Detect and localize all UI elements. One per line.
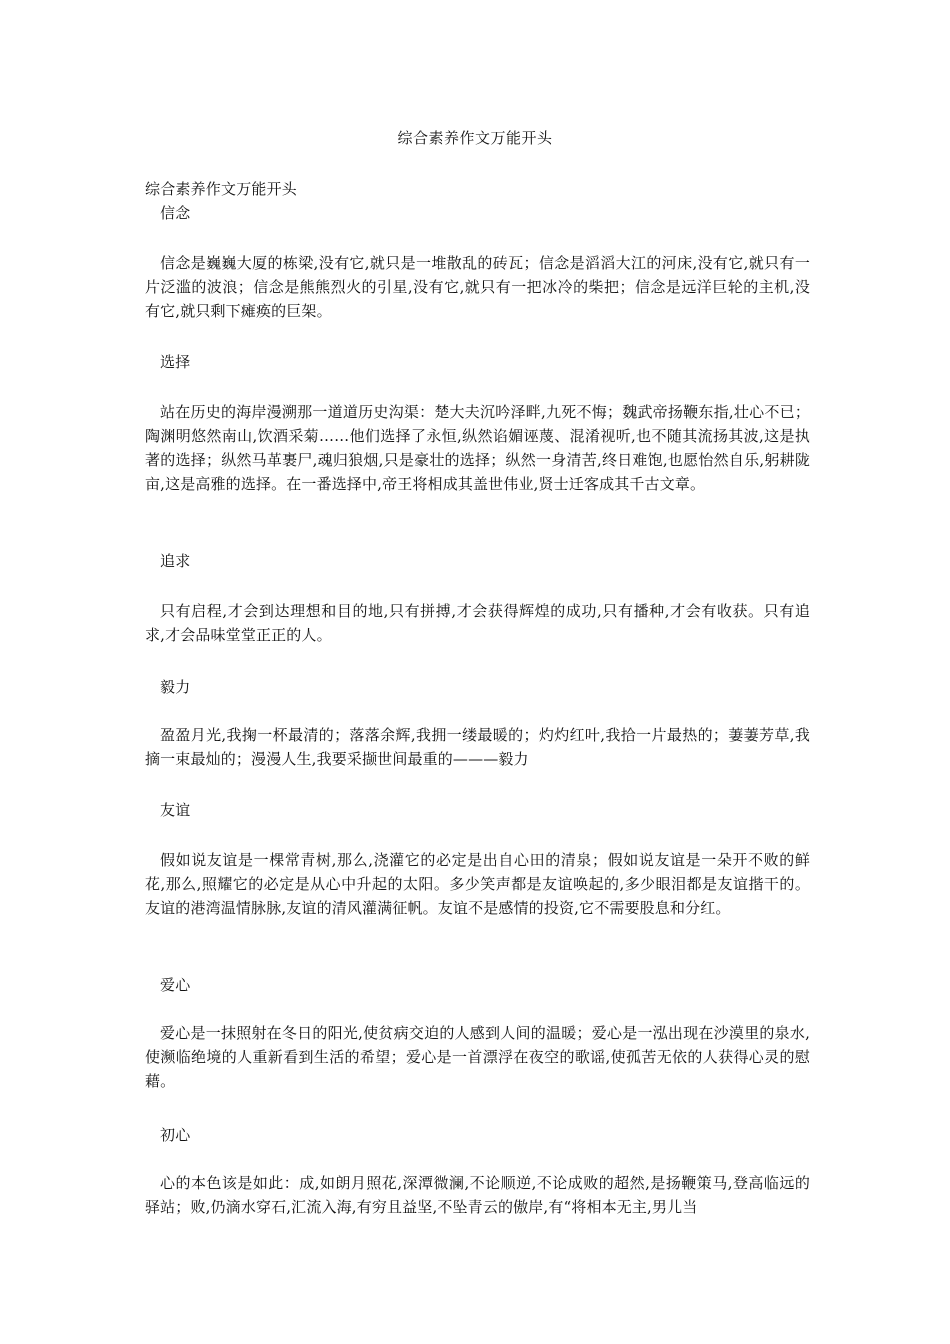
section-body-xinnian: 信念是巍巍大厦的栋梁,没有它,就只是一堆散乱的砖瓦；信念是滔滔大江的河床,没有它,就只有一片泛滥的波浪；信念是熊熊烈火的引星,没有它,就只有一把冰冷的柴把；信念是远洋巨轮的主机,没有它,就只剩下瘫痪的巨架。 <box>145 254 810 320</box>
section-body-xuanze: 站在历史的海岸漫溯那一道道历史沟渠：楚大夫沉吟泽畔,九死不悔；魏武帝扬鞭东指,壮心不已；陶渊明悠然南山,饮酒采菊……他们选择了永恒,纵然谄媚诬蔑、混淆视听,也不随其流扬其波,这是执著的选择；纵然马革裹尸,魂归狼烟,只是豪壮的选择；纵然一身清苦,终日难饱,也愿怡然自乐,躬耕陇亩,这是高雅的选择。在一番选择中,帝王将相成其盖世伟业,贤士迁客成其千古文章。 <box>145 403 810 493</box>
section-heading-chuxin: 初心 <box>160 1126 191 1144</box>
document-title: 综合素养作文万能开头 <box>397 129 553 147</box>
section-heading-xuanze: 选择 <box>160 353 191 371</box>
section-body-aixin: 爱心是一抹照射在冬日的阳光,使贫病交迫的人感到人间的温暖；爱心是一泓出现在沙漠里的泉水,使濒临绝境的人重新看到生活的希望；爱心是一首漂浮在夜空的歌谣,使孤苦无依的人获得心灵的慰藉。 <box>145 1024 810 1090</box>
section-heading-youyi: 友谊 <box>160 801 191 819</box>
section-body-youyi: 假如说友谊是一棵常青树,那么,浇灌它的必定是出自心田的清泉；假如说友谊是一朵开不败的鲜花,那么,照耀它的必定是从心中升起的太阳。多少笑声都是友谊唤起的,多少眼泪都是友谊揩干的。友谊的港湾温情脉脉,友谊的清风灌满征帆。友谊不是感情的投资,它不需要股息和分红。 <box>145 851 810 917</box>
section-body-chuxin: 心的本色该是如此：成,如朗月照花,深潭微澜,不论顺逆,不论成败的超然,是扬鞭策马,登高临远的驿站；败,仍滴水穿石,汇流入海,有穷且益坚,不坠青云的傲岸,有“将相本无主,男儿当 <box>145 1174 810 1216</box>
section-heading-zhuiqiu: 追求 <box>160 552 191 570</box>
section-heading-aixin: 爱心 <box>160 976 191 994</box>
document-subtitle: 综合素养作文万能开头 <box>145 180 298 198</box>
section-body-yili: 盈盈月光,我掬一杯最清的；落落余辉,我拥一缕最暖的；灼灼红叶,我拾一片最热的；萋萋芳草,我摘一束最灿的；漫漫人生,我要采撷世间最重的———毅力 <box>145 726 810 768</box>
section-body-zhuiqiu: 只有启程,才会到达理想和目的地,只有拼搏,才会获得辉煌的成功,只有播种,才会有收获。只有追求,才会品味堂堂正正的人。 <box>145 602 810 644</box>
section-heading-xinnian: 信念 <box>160 204 191 222</box>
section-heading-yili: 毅力 <box>160 678 191 696</box>
